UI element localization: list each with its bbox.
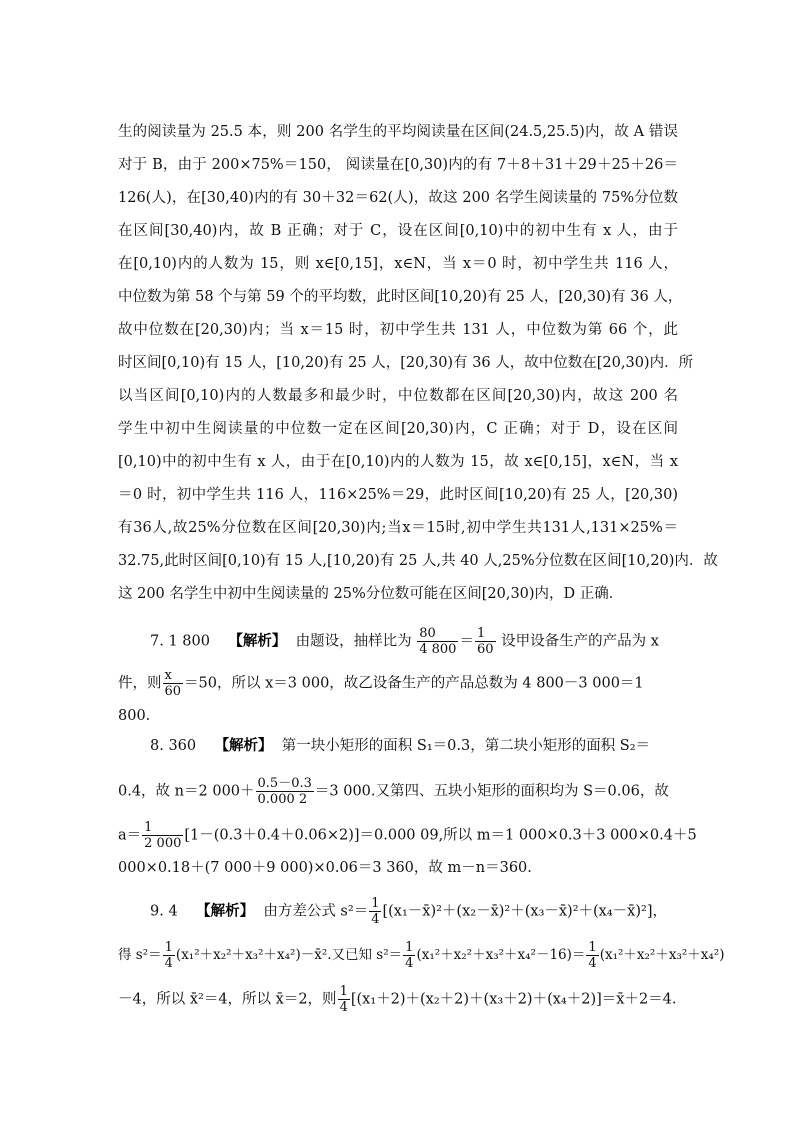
text-line-12: ＝0 时，初中学生共 116 人，116×25%＝29，此时区间[10,20)有 25 人，[20,30) [118, 487, 678, 503]
q7-line-3: 800. [118, 708, 151, 724]
text-line-4: 在区间[30,40)内，故 B 正确；对于 C，设在区间[0,10)中的初中生有 x 人，由于 [118, 223, 678, 239]
q9-line-1: 9. 4 【解析】 由方差公式 s²＝ $\frac{1}{4}$ [(x₁－x̄)²＋(x₂－x̄)²＋(x₃－x̄)²＋(x₄－x̄)²]， [150, 896, 667, 927]
q9-number: 9. 4 [150, 903, 178, 920]
text-line-13: 有36人,故25%分位数在区间[20,30)内;当x＝15时,初中学生共131人,131×25%＝ [118, 520, 678, 536]
q9-fraction-5: $\frac{1}{4}$ [339, 984, 348, 1015]
text-line-14: 32.75,此时区间[0,10)有 15 人,[10,20)有 25 人,共 40 人,25%分位数在区间[10,20)内．故 [118, 553, 718, 569]
q8-line-4: 000×0.18＋(7 000＋9 000)×0.06＝3 360，故 m－n＝360. [118, 860, 532, 876]
q8-fraction-1: $\frac{0.5-0.3}{0.000 2}$ [257, 776, 312, 807]
q7-text-b: 设甲设备生产的产品为 x [501, 633, 659, 650]
text-line-15: 这 200 名学生中初中生阅读量的 25%分位数可能在区间[20,30)内，D 正确． [118, 586, 624, 602]
q8-line-1: 8. 360 【解析】 第一块小矩形的面积 S₁＝0.3，第二块小矩形的面积 S₂＝ [150, 737, 651, 754]
q9-line-3: －4，所以 x̄²＝4，所以 x̄＝2，则 $\frac{1}{4}$ [(x₁＋2)＋(x₂＋2)＋(x₃＋2)＋(x₄＋2)]＝x̄＋2＝4. [118, 984, 677, 1015]
q7-fraction-3: $\frac{x}{60}$ [164, 668, 182, 699]
text-line-8: 时区间[0,10)有 15 人，[10,20)有 25 人，[20,30)有 36 人，故中位数在[20,30)内．所 [118, 355, 694, 371]
text-line-10: 学生中初中生阅读量的中位数一定在区间[20,30)内，C 正确；对于 D，设在区间 [118, 421, 678, 437]
q9-fraction-1: $\frac{1}{4}$ [371, 896, 380, 927]
q8-fraction-2: $\frac{1}{2 000}$ [144, 820, 182, 851]
text-line-7: 故中位数在[20,30)内；当 x＝15 时，初中学生共 131 人，中位数为第 66 个，此 [118, 322, 678, 338]
q8-line-2: 0.4，故 n＝2 000＋ $\frac{0.5-0.3}{0.000 2}$ ＝3 000.又第四、五块小矩形的面积均为 S＝0.06，故 [118, 776, 669, 807]
q7-line-2: 件，则 $\frac{x}{60}$ ＝50，所以 x＝3 000，故乙设备生产的产品总数为 4 800－3 000＝1 [118, 668, 644, 699]
text-line-9: 以当区间[0,10)内的人数最多和最少时，中位数都在区间[20,30)内，故这 200 名 [118, 388, 678, 404]
text-line-5: 在[0,10)内的人数为 15，则 x∈[0,15]，x∈N，当 x＝0 时，初中学生共 116 人， [118, 256, 678, 272]
text-line-3: 126(人)，在[30,40)内的有 30＋32＝62(人)，故这 200 名学生阅读量的 75%分位数 [118, 190, 678, 206]
text-line-1: 生的阅读量为 25.5 本，则 200 名学生的平均阅读量在区间(24.5,25.5)内，故 A 错误 [118, 124, 678, 140]
q7-number: 7. 1 800 [150, 633, 210, 650]
q9-analysis-tag: 【解析】 [196, 902, 255, 920]
text-line-6: 中位数为第 58 个与第 59 个的平均数，此时区间[10,20)有 25 人，[20,30)有 36 人， [118, 289, 683, 305]
q8-number: 8. 360 [150, 738, 197, 754]
text-line-2: 对于 B，由于 200×75%＝150， 阅读量在[0,30)内的有 7＋8＋31＋29＋25＋26＝ [118, 157, 678, 173]
q8-line-3: a＝ $\frac{1}{2 000}$ [1－(0.3＋0.4＋0.06×2)]＝0.000 09,所以 m＝1 000×0.3＋3 000×0.4＋5 [118, 820, 697, 851]
q7-line-1: 7. 1 800 【解析】 由题设，抽样比为 $\frac{80}{4 800}$ ＝ $\frac{1}{60}$ 设甲设备生产的产品为 x [150, 626, 659, 657]
q7-fraction-1: $\frac{80}{4 800}$ [419, 626, 457, 657]
q7-text-a: 由题设，抽样比为 [295, 633, 412, 650]
text-line-11: [0,10)中的初中生有 x 人，由于在[0,10)内的人数为 15，故 x∈[0,15]，x∈N，当 x [118, 454, 678, 470]
q7-analysis-tag: 【解析】 [228, 632, 287, 650]
q7-fraction-2: $\frac{1}{60}$ [476, 626, 494, 657]
q9-fraction-3: $\frac{1}{4}$ [405, 940, 414, 971]
q8-analysis-tag: 【解析】 [214, 737, 273, 754]
q9-line-2: 得 s²＝ $\frac{1}{4}$ (x₁²＋x₂²＋x₃²＋x₄²)－x̄².又已知 s²＝ $\frac{1}{4}$ (x₁²＋x₂²＋x₃²＋x₄²－16)＝ $\frac{1}{4}$ (x₁²＋x₂²＋x₃²＋x₄²) [118, 940, 725, 971]
q9-fraction-2: $\frac{1}{4}$ [164, 940, 173, 971]
q9-fraction-4: $\frac{1}{4}$ [588, 940, 597, 971]
